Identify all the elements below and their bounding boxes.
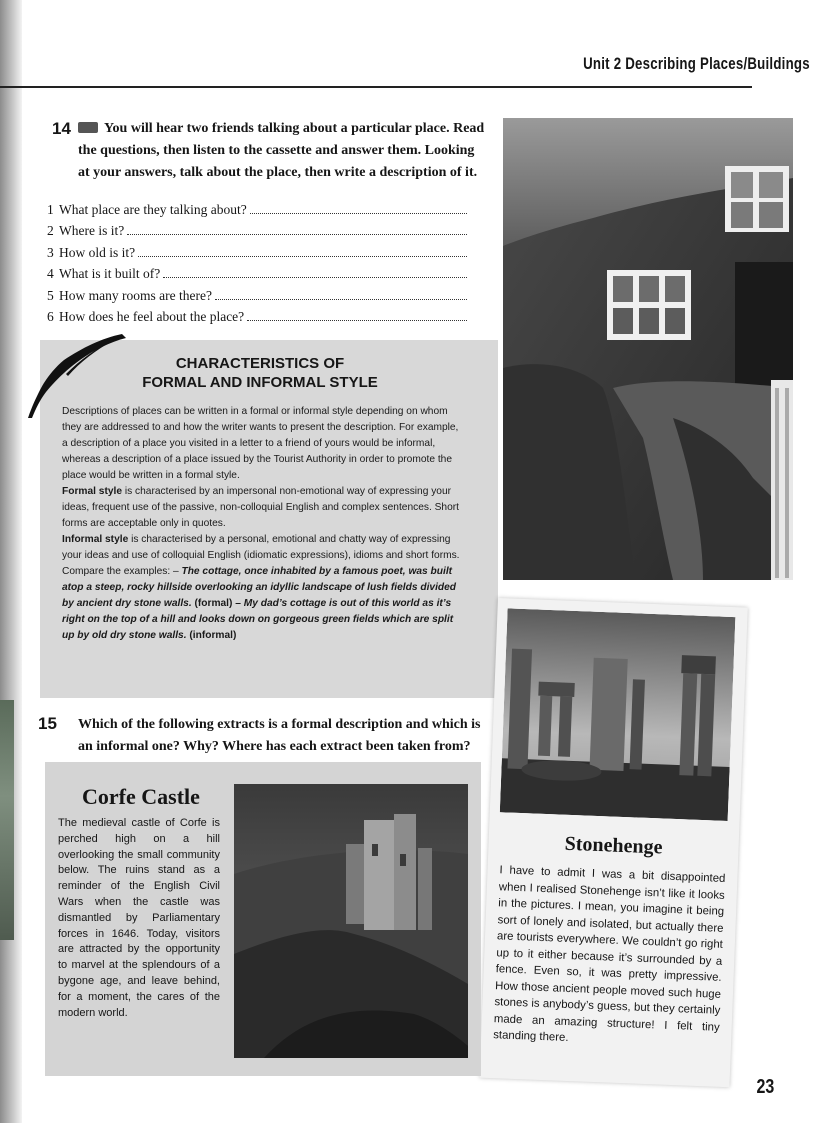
exercise-14-number: 14 <box>52 119 71 138</box>
corfe-title: Corfe Castle <box>82 784 200 809</box>
characteristics-body <box>62 404 460 644</box>
answer-line[interactable] <box>163 276 467 278</box>
exercise-15-instructions <box>78 714 498 758</box>
answer-line[interactable] <box>127 233 467 235</box>
answer-line[interactable] <box>215 298 467 300</box>
exercise-14-instructions <box>78 118 498 184</box>
unit-header: Unit 2 Describing Places/Buildings <box>583 54 810 73</box>
page-number: 23 <box>756 1076 774 1098</box>
question-number: 6 <box>47 309 54 324</box>
question-number: 2 <box>47 223 54 238</box>
question-list <box>47 196 467 325</box>
informal-paragraph <box>62 532 460 564</box>
question-text: How many rooms are there? <box>59 287 212 303</box>
book-spine-shadow <box>0 0 22 1123</box>
characteristics-title <box>95 354 425 392</box>
stonehenge-card <box>480 598 748 1087</box>
answer-line[interactable] <box>250 212 467 214</box>
title-line: FORMAL AND INFORMAL STYLE <box>142 374 378 391</box>
formal-term: Formal style <box>62 486 123 497</box>
informal-text: is characterised by a personal, emotional and chatty way of expressing your ideas and use of colloquial English (idiomatic expressions), idioms and short forms. <box>62 534 460 561</box>
question-row <box>47 282 467 304</box>
compare-label: Compare the examples: – <box>62 566 182 577</box>
instructions-line: an informal one? Why? Where has each extract been taken from? <box>78 739 471 754</box>
question-row <box>47 218 467 240</box>
question-number: 5 <box>47 287 54 303</box>
question-row <box>47 261 467 283</box>
question-row <box>47 304 467 326</box>
question-number: 1 <box>47 201 54 217</box>
formal-text: is characterised by an impersonal non-emotional way of expressing your ideas, frequent use of the passive, non-colloquial English and complex sentences. Short forms are acceptable only in quotes. <box>62 486 459 529</box>
exercise-15-number: 15 <box>38 714 57 733</box>
corfe-castle-photo <box>234 784 468 1058</box>
title-line: CHARACTERISTICS OF <box>175 355 345 372</box>
formal-tag: (formal) – <box>191 598 244 609</box>
question-number: 3 <box>47 244 54 260</box>
cottage-photo <box>503 118 793 580</box>
formal-example: The cottage, once inhabited by a famous poet, was built atop a steep, rocky hillside overlooking an idyllic landscape of lush fields divided by ancient dry stone walls. <box>62 566 457 609</box>
compare-paragraph <box>62 564 460 644</box>
question-text: What is it built of? <box>59 266 161 281</box>
page-edge-tab <box>0 700 14 940</box>
question-row <box>47 196 467 218</box>
answer-line[interactable] <box>247 319 467 321</box>
stonehenge-photo <box>500 608 736 821</box>
corfe-text: The medieval castle of Corfe is perched high on a hill overlooking the small community below. The ruins stand as a reminder of the English Civil Wars when the castle was dismantled by Parliamentary forces in 1646. Today, visitors are attracted by the opportunity to marvel at the splendours of a bygone age, and leave behind, for a moment, the cares of the modern world. <box>58 817 220 1019</box>
informal-example: My dad’s cottage is out of this world as it’s right on the top of a hill and looks down on gorgeous green fields which are split up by old dry stone walls. <box>62 598 454 641</box>
question-number: 4 <box>47 266 54 281</box>
question-text: Where is it? <box>59 223 125 238</box>
informal-tag: (informal) <box>186 630 237 641</box>
stonehenge-title: Stonehenge <box>564 832 663 859</box>
question-row <box>47 239 467 261</box>
instructions-line: Which of the following extracts is a formal description and which is <box>78 717 481 732</box>
question-text: What place are they talking about? <box>59 201 247 217</box>
answer-line[interactable] <box>138 255 467 257</box>
instructions-line: You will hear two friends talking about a particular place. Read <box>104 121 485 136</box>
instructions-line: at your answers, talk about the place, then write a description of it. <box>78 165 478 180</box>
header-rule <box>0 86 752 88</box>
informal-term: Informal style <box>62 534 129 545</box>
instructions-line: the questions, then listen to the cassette and answer them. Looking <box>78 143 475 158</box>
intro-paragraph: Descriptions of places can be written in a formal or informal style depending on whom they are addressed to and how the writer wants to present the description. For example, a description of a place you visited in a letter to a friend of yours would be informal, whereas a description of a place issued by the Tourist Authority in order to promote the place would be written in a formal style. <box>62 406 459 481</box>
question-text: How does he feel about the place? <box>59 309 245 324</box>
stonehenge-text: I have to admit I was a bit disappointed when I realised Stonehenge isn’t like it looks in the pictures. I mean, you imagine it being sort of lonely and isolated, but actually there are tourists everywhere. We couldn’t go right up to it either because it’s surrounded by a fence. Even so, it was pretty impressive. How those ancient people moved such huge stones is anybody’s guess, but they certainly made an amazing structure! I felt tiny standing there. <box>492 864 726 1045</box>
formal-paragraph <box>62 484 460 532</box>
cassette-icon <box>78 122 98 133</box>
question-text: How old is it? <box>59 244 136 260</box>
